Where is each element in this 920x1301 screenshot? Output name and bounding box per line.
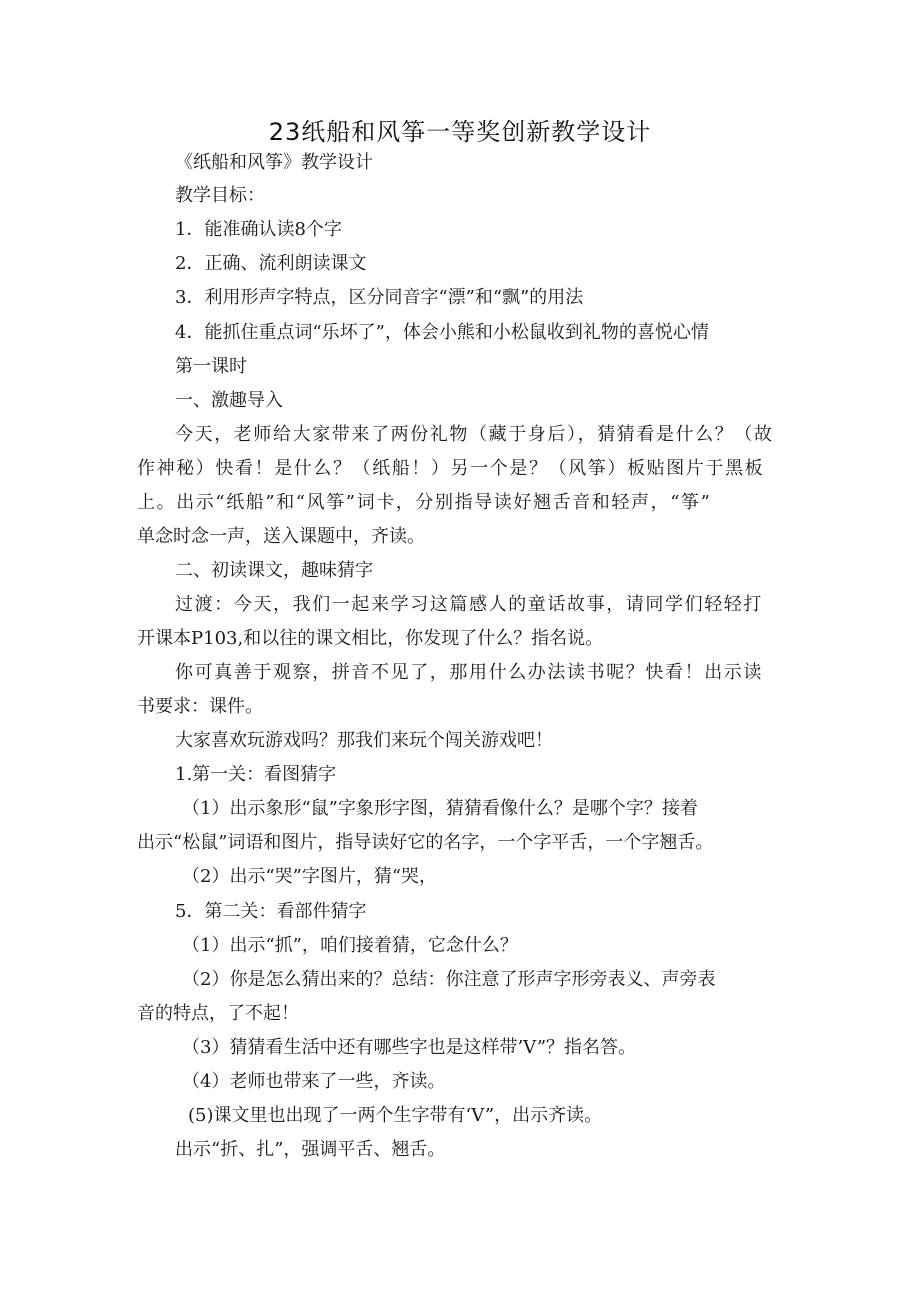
text-line: 二、初读课文，趣味猜字 (175, 560, 373, 581)
text-line: 1．能准确认读8个字 (175, 219, 342, 240)
text-line: （3）猜猜看生活中还有哪些字也是这样带’V”？指名答。 (182, 1037, 637, 1058)
subtitle-line: 《纸船和风筝》教学设计 (175, 152, 373, 173)
text-line: 4．能抓住重点词“乐坏了”，体会小熊和小松鼠收到礼物的喜悦心情 (175, 322, 709, 343)
text-line: 作神秘）快看！是什么？（纸船！）另一个是？（风筝）板贴图片于黑板 (137, 458, 765, 479)
text-line: 你可真善于观察，拼音不见了，那用什么办法读书呢？快看！出示读 (175, 662, 763, 683)
text-line: （2）出示“哭”字图片，猜“哭， (182, 866, 438, 887)
text-line: 2．正确、流利朗读课文 (175, 253, 367, 274)
text-line: 1.第一关：看图猜字 (175, 764, 337, 785)
text-line: （4）老师也带来了一些，齐读。 (182, 1071, 446, 1092)
text-line: 音的特点，了不起！ (137, 1003, 299, 1024)
text-line: 5．第二关：看部件猜字 (175, 901, 367, 922)
text-line: 书要求：课件。 (137, 696, 263, 717)
text-line: 单念时念一声，送入课题中，齐读。 (137, 526, 425, 547)
text-line: 3．利用形声字特点，区分同音字“漂”和“飘”的用法 (175, 287, 584, 308)
document-title: 23纸船和风筝一等奖创新教学设计 (268, 118, 652, 146)
text-line: 教学目标： (175, 185, 265, 206)
text-line: 出示“折、扎”，强调平舌、翘舌。 (175, 1139, 446, 1160)
text-line: （1）出示“抓”，咱们接着猜，它念什么？ (182, 935, 518, 956)
text-line: 一、激趣导入 (175, 390, 283, 411)
text-line: 第一课时 (175, 356, 247, 377)
text-line: 上。出示“纸船”和“风筝”词卡，分别指导读好翘舌音和轻声，“筝” (137, 492, 712, 513)
text-line: (5)课文里也出现了一两个生字带有‘V”，出示齐读。 (188, 1105, 603, 1126)
text-line: （2）你是怎么猜出来的？总结：你注意了形声字形旁表义、声旁表 (182, 969, 716, 990)
text-line: 出示“松鼠”词语和图片，指导读好它的名字，一个字平舌，一个字翘舌。 (137, 832, 714, 853)
text-line: （1）出示象形“鼠”字象形字图，猜猜看像什么？是哪个字？接着 (182, 798, 698, 819)
text-line: 开课本P103,和以往的课文相比，你发现了什么？指名说。 (137, 628, 604, 649)
text-line: 今天，老师给大家带来了两份礼物（藏于身后），猜猜看是什么？（故 (175, 424, 774, 445)
text-line: 大家喜欢玩游戏吗？那我们来玩个闯关游戏吧！ (175, 730, 553, 751)
text-line: 过渡：今天，我们一起来学习这篇感人的童话故事，请同学们轻轻打 (175, 594, 763, 615)
